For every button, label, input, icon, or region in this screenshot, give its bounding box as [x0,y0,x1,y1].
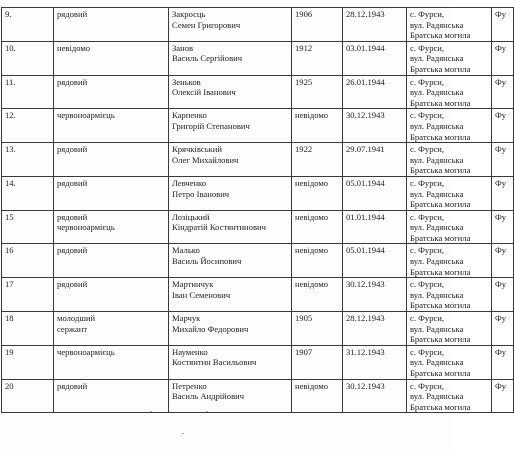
cell-name [169,109,292,143]
cell-rank [54,312,169,346]
cell-birth-year-line: 1925 [295,76,313,87]
cell-birth-year-line: 1912 [295,42,313,53]
cell-birth-year-line: невідомо [295,245,329,256]
cell-extra-line: Фу [495,42,507,53]
cell-extra-line: Фу [495,211,507,222]
cell-name [169,75,292,109]
cell-rank-line: молодший [57,313,96,324]
cell-burial-place-line: вул. Радянська [410,222,464,233]
cell-number [2,41,54,75]
cell-name-line: Олексій Іванович [172,87,236,98]
cell-burial-place [407,41,492,75]
cell-burial-place [407,109,492,143]
cell-name-line: Мартинчук [172,279,214,290]
cell-name-line: Григорій Степанович [172,120,250,131]
cell-name-line: Крячківський [172,144,222,155]
cell-death-date [343,143,407,177]
cell-rank-line: рядовий [57,177,88,188]
cell-burial-place-line: с. Фурси, [410,144,445,155]
scan-speck [182,433,184,434]
cell-extra [492,143,514,177]
cell-rank-line: рядовий [57,76,88,87]
cell-rank-line: рядовий [57,211,88,222]
cell-extra [492,109,514,143]
cell-extra [492,75,514,109]
cell-burial-place [407,143,492,177]
table-row [2,312,514,346]
cell-name-line: Костянтин Васильович [172,357,257,368]
cell-birth-year [292,312,343,346]
cell-burial-place-line: с. Фурси, [410,346,445,357]
cell-burial-place-line: Братська могила [410,97,471,108]
cell-burial-place-line: Братська могила [410,199,471,210]
cell-number [2,210,54,244]
cell-birth-year [292,41,343,75]
cell-burial-place-line: Братська могила [410,334,471,345]
cell-birth-year [292,143,343,177]
cell-extra [492,312,514,346]
cell-name-line: Василь Сергійович [172,53,243,64]
cell-extra [492,379,514,413]
cell-number [2,176,54,210]
cell-name [169,312,292,346]
cell-extra [492,345,514,379]
cell-number-line: 19 [5,346,14,357]
cell-extra-line: Фу [495,144,507,155]
cell-burial-place-line: Братська могила [410,368,471,378]
cell-name-line: Кіндратій Костянтинович [172,222,266,233]
cell-rank-line: рядовий [57,245,88,256]
cell-extra [492,41,514,75]
cell-name-line: Петренко [172,380,207,391]
table-row [2,143,514,177]
cell-burial-place-line: Братська могила [410,30,471,41]
cell-name-line: Семен Григорович [172,19,241,30]
cell-extra [492,8,514,42]
cell-rank-line: невідомо [57,42,91,53]
cell-name [169,379,292,413]
cell-burial-place-line: вул. Радянська [410,120,464,131]
cell-number-line: 12. [5,110,16,121]
cell-burial-place-line: с. Фурси, [410,76,445,87]
cell-name-line: Василь Андрійович [172,391,245,402]
cell-burial-place-line: с. Фурси, [410,211,445,222]
cell-rank [54,278,169,312]
cell-burial-place-line: с. Фурси, [410,380,445,391]
cell-extra [492,244,514,278]
cell-birth-year-line: невідомо [295,177,329,188]
cell-extra-line: Фу [495,313,507,324]
cell-number-line: 9. [5,9,12,19]
cell-birth-year [292,244,343,278]
cell-name [169,8,292,42]
cell-burial-place-line: с. Фурси, [410,279,445,290]
cell-extra [492,210,514,244]
table-row [2,41,514,75]
cell-name-line: Малько [172,245,200,256]
cell-death-date [343,379,407,413]
cell-number-line: 16 [5,245,14,256]
table-row [2,244,514,278]
cell-burial-place-line: с. Фурси, [410,42,445,53]
cell-burial-place [407,379,492,413]
records-table-body [2,8,514,413]
cell-rank [54,8,169,42]
cell-extra-line: Фу [495,9,507,19]
cell-number-line: 15 [5,211,14,222]
cell-number [2,345,54,379]
cell-burial-place-line: вул. Радянська [410,256,464,267]
cell-burial-place-line: с. Фурси, [410,9,445,19]
table-row [2,109,514,143]
cell-death-date [343,345,407,379]
cell-extra [492,176,514,210]
cell-death-date-line: 05.01.1944 [346,177,385,188]
cell-burial-place-line: Братська могила [410,266,471,277]
cell-extra [492,278,514,312]
cell-extra-line: Фу [495,177,507,188]
cell-name-line: Марчук [172,313,201,324]
cell-name-line: Занов [172,42,194,53]
cell-rank-line: червоноармієць [57,346,115,357]
cell-death-date-line: 29.07.1941 [346,144,385,155]
cell-burial-place-line: Братська могила [410,63,471,74]
cell-burial-place [407,244,492,278]
cell-birth-year-line: невідомо [295,279,329,290]
cell-name-line: Петро Іванович [172,188,230,199]
table-row [2,278,514,312]
cell-burial-place [407,210,492,244]
cell-burial-place-line: с. Фурси, [410,245,445,256]
cell-name [169,41,292,75]
cell-name-line: Михайло Федорович [172,323,249,334]
cell-burial-place-line: с. Фурси, [410,177,445,188]
cell-rank-line: рядовий [57,9,88,19]
cell-name [169,244,292,278]
cell-birth-year [292,109,343,143]
cell-rank-line: рядовий [57,380,88,391]
cell-birth-year-line: невідомо [295,380,329,391]
cell-rank-line: рядовий [57,279,88,290]
cell-extra-line: Фу [495,279,507,290]
cell-death-date-line: 28.12.1943 [346,313,385,324]
cell-rank-line: сержант [57,323,88,334]
cell-extra-line: Фу [495,76,507,87]
cell-birth-year [292,345,343,379]
cell-number [2,278,54,312]
cell-name [169,143,292,177]
cell-death-date [343,41,407,75]
cell-burial-place-line: Братська могила [410,300,471,311]
cell-death-date [343,278,407,312]
cell-extra-line: Фу [495,380,507,391]
cell-number [2,8,54,42]
cell-rank [54,143,169,177]
cell-number-line: 14. [5,177,16,188]
table-row [2,210,514,244]
cell-birth-year-line: 1907 [295,346,313,357]
cell-burial-place-line: вул. Радянська [410,19,464,30]
cell-burial-place-line: Братська могила [410,165,471,176]
cell-birth-year [292,379,343,413]
cell-death-date-line: 31.12.1943 [346,346,385,357]
cell-birth-year-line: 1922 [295,144,313,155]
cell-birth-year [292,210,343,244]
cell-death-date-line: 05.01.1944 [346,245,385,256]
cell-burial-place-line: вул. Радянська [410,289,464,300]
cell-rank-line: рядовий [57,144,88,155]
cell-burial-place-line: вул. Радянська [410,53,464,64]
cell-burial-place [407,8,492,42]
cell-burial-place-line: с. Фурси, [410,313,445,324]
cell-name [169,176,292,210]
cell-burial-place-line: вул. Радянська [410,357,464,368]
cell-number-line: 13. [5,144,16,155]
cell-birth-year [292,75,343,109]
cell-extra-line: Фу [495,245,507,256]
cell-number-line: 10. [5,42,16,53]
cell-name-line: Зеньков [172,76,201,87]
cell-rank [54,109,169,143]
cell-number-line: 18 [5,313,14,324]
cell-death-date [343,312,407,346]
cell-death-date [343,109,407,143]
cell-death-date-line: 01.01.1944 [346,211,385,222]
table-row [2,345,514,379]
cell-death-date-line: 30.12.1943 [346,110,385,121]
cell-number [2,109,54,143]
cell-burial-place [407,176,492,210]
cell-rank [54,176,169,210]
cell-death-date [343,75,407,109]
cell-birth-year-line: невідомо [295,211,329,222]
cell-rank-line: червоноармієць [57,222,115,233]
cell-rank [54,379,169,413]
cell-death-date [343,210,407,244]
cell-birth-year [292,176,343,210]
cell-number [2,143,54,177]
cell-name-line: Науменко [172,346,208,357]
cell-name [169,278,292,312]
cell-burial-place-line: Братська могила [410,131,471,142]
cell-death-date-line: 30.12.1943 [346,380,385,391]
cell-burial-place [407,345,492,379]
burial-records-table [1,7,514,413]
cell-burial-place [407,312,492,346]
table-row [2,75,514,109]
table-row [2,379,514,413]
cell-number [2,379,54,413]
cell-burial-place [407,75,492,109]
cell-name-line: Закросць [172,9,206,19]
cell-number-line: 11. [5,76,16,87]
table-row [2,8,514,42]
cell-birth-year-line: 1906 [295,9,313,19]
cell-rank [54,244,169,278]
cell-name [169,210,292,244]
cell-death-date-line: 28.12.1943 [346,9,385,19]
scan-speck [206,411,208,412]
cell-burial-place-line: вул. Радянська [410,323,464,334]
cell-birth-year-line: 1905 [295,313,313,324]
cell-rank [54,345,169,379]
cell-birth-year [292,278,343,312]
cell-number [2,75,54,109]
cell-burial-place-line: вул. Радянська [410,188,464,199]
cell-name-line: Іван Семенович [172,289,231,300]
cell-name [169,345,292,379]
cell-death-date [343,8,407,42]
cell-death-date-line: 26.01.1944 [346,76,385,87]
cell-burial-place [407,278,492,312]
cell-rank [54,41,169,75]
cell-rank-line: червоноармієць [57,110,115,121]
cell-extra-line: Фу [495,346,507,357]
cell-number [2,312,54,346]
cell-death-date-line: 03.01.1944 [346,42,385,53]
cell-name-line: Василь Йосипович [172,256,242,267]
cell-burial-place-line: вул. Радянська [410,391,464,402]
cell-burial-place-line: вул. Радянська [410,87,464,98]
cell-name-line: Карпенко [172,110,207,121]
cell-number [2,244,54,278]
scan-speck [150,411,152,412]
cell-name-line: Олег Михайлович [172,154,239,165]
cell-number-line: 20 [5,380,14,391]
cell-burial-place-line: с. Фурси, [410,110,445,121]
cell-death-date [343,176,407,210]
cell-name-line: Левченко [172,177,207,188]
cell-rank [54,75,169,109]
cell-death-date-line: 30.12.1943 [346,279,385,290]
cell-rank [54,210,169,244]
cell-number-line: 17 [5,279,14,290]
cell-death-date [343,244,407,278]
cell-extra-line: Фу [495,110,507,121]
cell-name-line: Лозіцький [172,211,210,222]
cell-birth-year [292,8,343,42]
cell-burial-place-line: вул. Радянська [410,154,464,165]
cell-burial-place-line: Братська могила [410,232,471,243]
table-row [2,176,514,210]
cell-burial-place-line: Братська могила [410,401,471,412]
cell-birth-year-line: невідомо [295,110,329,121]
